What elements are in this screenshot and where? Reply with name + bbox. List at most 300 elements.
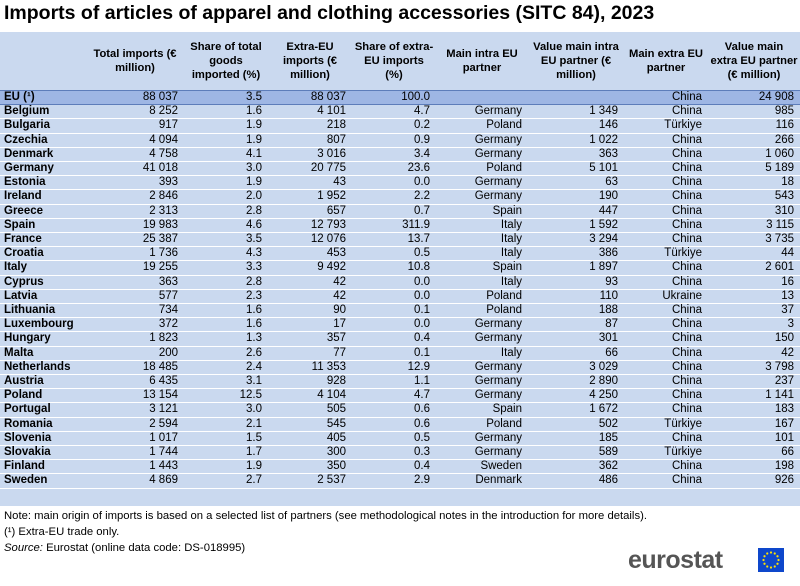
table-row — [0, 247, 800, 261]
cell-main-extra-partner: China — [624, 431, 708, 445]
cell-total-imports: 19 255 — [86, 261, 184, 275]
cell-total-imports: 88 037 — [86, 91, 184, 105]
cell-country: EU (¹) — [0, 91, 86, 105]
cell-value-intra-partner: 386 — [528, 247, 624, 261]
star-icon — [770, 566, 772, 568]
cell-total-imports: 2 846 — [86, 190, 184, 204]
cell-share-total: 3.5 — [184, 91, 268, 105]
cell-country: Hungary — [0, 332, 86, 346]
cell-value-extra-partner: 543 — [708, 190, 800, 204]
cell-country: Ireland — [0, 190, 86, 204]
cell-total-imports: 577 — [86, 289, 184, 303]
cell-total-imports: 1 017 — [86, 431, 184, 445]
cell-value-intra-partner: 4 250 — [528, 389, 624, 403]
cell-main-intra-partner: Spain — [436, 261, 528, 275]
cell-share-total: 2.3 — [184, 289, 268, 303]
cell-main-intra-partner: Germany — [436, 389, 528, 403]
cell-main-extra-partner: China — [624, 204, 708, 218]
cell-main-extra-partner: China — [624, 375, 708, 389]
table-row — [0, 289, 800, 303]
cell-main-intra-partner: Sweden — [436, 460, 528, 474]
cell-value-intra-partner: 146 — [528, 119, 624, 133]
cell-country: Luxembourg — [0, 318, 86, 332]
cell-share-extra-eu: 4.7 — [352, 105, 436, 119]
cell-share-total: 1.3 — [184, 332, 268, 346]
table-row — [0, 318, 800, 332]
cell-main-extra-partner: China — [624, 318, 708, 332]
cell-total-imports: 18 485 — [86, 360, 184, 374]
cell-share-total: 1.9 — [184, 460, 268, 474]
table-row — [0, 233, 800, 247]
cell-extra-eu-imports: 807 — [268, 133, 352, 147]
cell-main-intra-partner: Germany — [436, 176, 528, 190]
table-row — [0, 190, 800, 204]
table-row — [0, 304, 800, 318]
cell-share-extra-eu: 0.5 — [352, 247, 436, 261]
cell-main-extra-partner: Türkiye — [624, 417, 708, 431]
table-row — [0, 375, 800, 389]
cell-value-intra-partner: 363 — [528, 147, 624, 161]
cell-main-extra-partner: China — [624, 275, 708, 289]
cell-country: Cyprus — [0, 275, 86, 289]
cell-extra-eu-imports: 4 101 — [268, 105, 352, 119]
cell-country: Poland — [0, 389, 86, 403]
cell-main-extra-partner: China — [624, 147, 708, 161]
star-icon — [774, 565, 776, 567]
cell-share-total: 4.6 — [184, 218, 268, 232]
table-row — [0, 105, 800, 119]
cell-main-extra-partner: China — [624, 460, 708, 474]
logo-text: eurostat — [628, 546, 723, 574]
cell-share-extra-eu: 0.6 — [352, 403, 436, 417]
header-row — [0, 32, 800, 91]
cell-share-extra-eu: 0.2 — [352, 119, 436, 133]
cell-main-extra-partner: China — [624, 346, 708, 360]
cell-extra-eu-imports: 928 — [268, 375, 352, 389]
cell-total-imports: 8 252 — [86, 105, 184, 119]
cell-share-extra-eu: 1.1 — [352, 375, 436, 389]
cell-value-intra-partner: 1 022 — [528, 133, 624, 147]
cell-extra-eu-imports: 42 — [268, 289, 352, 303]
cell-value-intra-partner — [528, 91, 624, 105]
cell-main-intra-partner: Germany — [436, 431, 528, 445]
header-main-intra-partner: Main intra EU partner — [446, 48, 518, 74]
cell-value-extra-partner: 3 735 — [708, 233, 800, 247]
table-row — [0, 147, 800, 161]
cell-extra-eu-imports: 2 537 — [268, 474, 352, 488]
cell-total-imports: 41 018 — [86, 162, 184, 176]
cell-value-extra-partner: 42 — [708, 346, 800, 360]
cell-extra-eu-imports: 4 104 — [268, 389, 352, 403]
cell-extra-eu-imports: 453 — [268, 247, 352, 261]
cell-country: France — [0, 233, 86, 247]
cell-main-extra-partner: Türkiye — [624, 247, 708, 261]
cell-main-extra-partner: China — [624, 176, 708, 190]
table-row — [0, 460, 800, 474]
cell-share-extra-eu: 0.7 — [352, 204, 436, 218]
cell-share-total: 2.6 — [184, 346, 268, 360]
cell-share-total: 1.5 — [184, 431, 268, 445]
cell-share-extra-eu: 2.2 — [352, 190, 436, 204]
cell-value-intra-partner: 63 — [528, 176, 624, 190]
table-row — [0, 261, 800, 275]
cell-share-extra-eu: 0.0 — [352, 318, 436, 332]
header-value-extra-partner: Value main extra EU partner (€ million) — [710, 41, 798, 81]
cell-country: Romania — [0, 417, 86, 431]
table-row — [0, 218, 800, 232]
cell-share-total: 3.1 — [184, 375, 268, 389]
cell-share-total: 12.5 — [184, 389, 268, 403]
cell-total-imports: 200 — [86, 346, 184, 360]
cell-value-intra-partner: 1 349 — [528, 105, 624, 119]
cell-main-intra-partner: Germany — [436, 332, 528, 346]
table-row — [0, 446, 800, 460]
methodology-note: Note: main origin of imports is based on a selected list of partners (see methodological notes in the introduction for more details). — [4, 510, 647, 522]
cell-share-total: 2.8 — [184, 204, 268, 218]
cell-value-extra-partner: 1 141 — [708, 389, 800, 403]
cell-main-intra-partner: Italy — [436, 346, 528, 360]
star-icon — [763, 555, 765, 557]
cell-share-total: 4.3 — [184, 247, 268, 261]
cell-value-extra-partner: 3 115 — [708, 218, 800, 232]
cell-country: Estonia — [0, 176, 86, 190]
cell-value-extra-partner: 1 060 — [708, 147, 800, 161]
cell-country: Malta — [0, 346, 86, 360]
cell-share-extra-eu: 0.1 — [352, 304, 436, 318]
cell-share-extra-eu: 3.4 — [352, 147, 436, 161]
cell-share-extra-eu: 0.6 — [352, 417, 436, 431]
cell-value-intra-partner: 93 — [528, 275, 624, 289]
cell-share-total: 3.5 — [184, 233, 268, 247]
cell-share-total: 3.3 — [184, 261, 268, 275]
table-row — [0, 332, 800, 346]
cell-share-extra-eu: 0.4 — [352, 460, 436, 474]
cell-value-extra-partner: 18 — [708, 176, 800, 190]
cell-share-extra-eu: 4.7 — [352, 389, 436, 403]
header-extra-eu-imports: Extra-EU imports (€ million) — [282, 41, 338, 81]
imports-table — [0, 32, 800, 489]
cell-total-imports: 372 — [86, 318, 184, 332]
cell-extra-eu-imports: 3 016 — [268, 147, 352, 161]
footnote: (¹) Extra-EU trade only. — [4, 526, 120, 538]
cell-main-extra-partner: China — [624, 133, 708, 147]
star-icon — [766, 552, 768, 554]
cell-share-total: 1.9 — [184, 176, 268, 190]
cell-main-intra-partner: Poland — [436, 289, 528, 303]
table-row — [0, 119, 800, 133]
table-row — [0, 403, 800, 417]
cell-main-extra-partner: China — [624, 389, 708, 403]
cell-extra-eu-imports: 77 — [268, 346, 352, 360]
cell-share-extra-eu: 0.4 — [352, 332, 436, 346]
cell-total-imports: 393 — [86, 176, 184, 190]
cell-extra-eu-imports: 1 952 — [268, 190, 352, 204]
cell-share-total: 1.6 — [184, 105, 268, 119]
notes — [4, 508, 647, 556]
cell-share-total: 2.4 — [184, 360, 268, 374]
cell-share-extra-eu: 0.0 — [352, 289, 436, 303]
cell-main-extra-partner: Ukraine — [624, 289, 708, 303]
cell-value-intra-partner: 110 — [528, 289, 624, 303]
cell-total-imports: 1 736 — [86, 247, 184, 261]
cell-main-extra-partner: China — [624, 261, 708, 275]
star-icon — [776, 555, 778, 557]
cell-value-intra-partner: 447 — [528, 204, 624, 218]
cell-main-extra-partner: China — [624, 91, 708, 105]
star-icon — [776, 563, 778, 565]
cell-extra-eu-imports: 20 775 — [268, 162, 352, 176]
cell-value-extra-partner: 3 798 — [708, 360, 800, 374]
cell-extra-eu-imports: 357 — [268, 332, 352, 346]
cell-extra-eu-imports: 90 — [268, 304, 352, 318]
cell-extra-eu-imports: 218 — [268, 119, 352, 133]
cell-share-extra-eu: 0.0 — [352, 275, 436, 289]
cell-share-total: 3.0 — [184, 403, 268, 417]
cell-main-intra-partner: Germany — [436, 147, 528, 161]
cell-country: Latvia — [0, 289, 86, 303]
table-row — [0, 389, 800, 403]
cell-total-imports: 734 — [86, 304, 184, 318]
cell-share-extra-eu: 10.8 — [352, 261, 436, 275]
cell-share-total: 1.7 — [184, 446, 268, 460]
cell-main-intra-partner — [436, 91, 528, 105]
cell-total-imports: 3 121 — [86, 403, 184, 417]
cell-value-extra-partner: 167 — [708, 417, 800, 431]
cell-value-intra-partner: 1 672 — [528, 403, 624, 417]
table-row — [0, 275, 800, 289]
table-row — [0, 474, 800, 488]
cell-share-extra-eu: 0.0 — [352, 176, 436, 190]
header-country — [0, 32, 86, 91]
cell-extra-eu-imports: 405 — [268, 431, 352, 445]
cell-value-intra-partner: 190 — [528, 190, 624, 204]
cell-value-extra-partner: 116 — [708, 119, 800, 133]
cell-value-intra-partner: 589 — [528, 446, 624, 460]
cell-country: Italy — [0, 261, 86, 275]
cell-main-extra-partner: China — [624, 233, 708, 247]
cell-value-intra-partner: 1 897 — [528, 261, 624, 275]
cell-value-extra-partner: 3 — [708, 318, 800, 332]
header-share-extra-eu: Share of extra-EU imports (%) — [354, 41, 434, 81]
cell-share-extra-eu: 2.9 — [352, 474, 436, 488]
cell-main-extra-partner: Türkiye — [624, 119, 708, 133]
cell-extra-eu-imports: 9 492 — [268, 261, 352, 275]
cell-main-intra-partner: Poland — [436, 304, 528, 318]
cell-value-extra-partner: 2 601 — [708, 261, 800, 275]
cell-main-intra-partner: Germany — [436, 446, 528, 460]
cell-value-intra-partner: 5 101 — [528, 162, 624, 176]
cell-value-extra-partner: 266 — [708, 133, 800, 147]
cell-share-extra-eu: 100.0 — [352, 91, 436, 105]
cell-share-total: 1.6 — [184, 304, 268, 318]
cell-country: Germany — [0, 162, 86, 176]
cell-value-intra-partner: 362 — [528, 460, 624, 474]
cell-main-extra-partner: China — [624, 162, 708, 176]
cell-share-extra-eu: 0.9 — [352, 133, 436, 147]
cell-main-intra-partner: Germany — [436, 190, 528, 204]
cell-extra-eu-imports: 545 — [268, 417, 352, 431]
cell-value-extra-partner: 66 — [708, 446, 800, 460]
cell-total-imports: 1 443 — [86, 460, 184, 474]
cell-main-intra-partner: Germany — [436, 105, 528, 119]
cell-main-intra-partner: Italy — [436, 233, 528, 247]
cell-extra-eu-imports: 43 — [268, 176, 352, 190]
cell-total-imports: 4 869 — [86, 474, 184, 488]
header-total-imports: Total imports (€ million) — [93, 48, 177, 74]
star-icon — [766, 565, 768, 567]
star-icon — [774, 552, 776, 554]
cell-value-extra-partner: 183 — [708, 403, 800, 417]
cell-main-intra-partner: Italy — [436, 275, 528, 289]
cell-value-extra-partner: 37 — [708, 304, 800, 318]
star-icon — [770, 551, 772, 553]
source-line — [4, 540, 647, 556]
cell-total-imports: 19 983 — [86, 218, 184, 232]
cell-country: Austria — [0, 375, 86, 389]
cell-main-intra-partner: Spain — [436, 204, 528, 218]
cell-value-extra-partner: 44 — [708, 247, 800, 261]
cell-extra-eu-imports: 42 — [268, 275, 352, 289]
cell-main-intra-partner: Spain — [436, 403, 528, 417]
cell-share-extra-eu: 0.3 — [352, 446, 436, 460]
cell-country: Netherlands — [0, 360, 86, 374]
cell-country: Belgium — [0, 105, 86, 119]
cell-value-extra-partner: 13 — [708, 289, 800, 303]
cell-main-extra-partner: Türkiye — [624, 446, 708, 460]
cell-value-intra-partner: 3 029 — [528, 360, 624, 374]
cell-value-intra-partner: 3 294 — [528, 233, 624, 247]
table-row — [0, 346, 800, 360]
cell-extra-eu-imports: 88 037 — [268, 91, 352, 105]
cell-share-total: 2.0 — [184, 190, 268, 204]
cell-main-extra-partner: China — [624, 105, 708, 119]
cell-share-extra-eu: 12.9 — [352, 360, 436, 374]
header-main-extra-partner: Main extra EU partner — [629, 48, 703, 74]
cell-main-intra-partner: Germany — [436, 133, 528, 147]
table-row — [0, 417, 800, 431]
cell-country: Spain — [0, 218, 86, 232]
cell-value-extra-partner: 5 189 — [708, 162, 800, 176]
cell-share-total: 2.8 — [184, 275, 268, 289]
cell-country: Sweden — [0, 474, 86, 488]
cell-main-intra-partner: Germany — [436, 375, 528, 389]
cell-value-intra-partner: 1 592 — [528, 218, 624, 232]
cell-share-total: 2.1 — [184, 417, 268, 431]
eu-stars-icon — [758, 548, 784, 572]
header-value-intra-partner: Value main intra EU partner (€ million) — [533, 41, 619, 81]
cell-value-intra-partner: 188 — [528, 304, 624, 318]
cell-main-extra-partner: China — [624, 304, 708, 318]
cell-total-imports: 4 758 — [86, 147, 184, 161]
cell-extra-eu-imports: 350 — [268, 460, 352, 474]
cell-value-intra-partner: 2 890 — [528, 375, 624, 389]
eurostat-logo — [628, 547, 796, 573]
cell-value-extra-partner: 16 — [708, 275, 800, 289]
cell-country: Slovakia — [0, 446, 86, 460]
cell-value-extra-partner: 24 908 — [708, 91, 800, 105]
cell-extra-eu-imports: 12 793 — [268, 218, 352, 232]
cell-total-imports: 2 313 — [86, 204, 184, 218]
cell-share-extra-eu: 23.6 — [352, 162, 436, 176]
cell-value-extra-partner: 198 — [708, 460, 800, 474]
cell-main-intra-partner: Italy — [436, 247, 528, 261]
cell-share-total: 4.1 — [184, 147, 268, 161]
cell-total-imports: 2 594 — [86, 417, 184, 431]
cell-main-intra-partner: Italy — [436, 218, 528, 232]
cell-value-intra-partner: 486 — [528, 474, 624, 488]
cell-total-imports: 363 — [86, 275, 184, 289]
source-text: Eurostat (online data code: DS-018995) — [42, 542, 246, 554]
cell-share-total: 1.9 — [184, 133, 268, 147]
cell-country: Bulgaria — [0, 119, 86, 133]
table-title: Imports of articles of apparel and clothing accessories (SITC 84), 2023 — [4, 2, 655, 24]
cell-value-intra-partner: 502 — [528, 417, 624, 431]
cell-value-extra-partner: 926 — [708, 474, 800, 488]
cell-value-extra-partner: 101 — [708, 431, 800, 445]
cell-share-extra-eu: 0.1 — [352, 346, 436, 360]
cell-share-extra-eu: 0.5 — [352, 431, 436, 445]
cell-total-imports: 6 435 — [86, 375, 184, 389]
cell-share-total: 1.6 — [184, 318, 268, 332]
cell-main-extra-partner: China — [624, 360, 708, 374]
cell-country: Greece — [0, 204, 86, 218]
cell-country: Finland — [0, 460, 86, 474]
cell-extra-eu-imports: 11 353 — [268, 360, 352, 374]
cell-total-imports: 917 — [86, 119, 184, 133]
cell-value-extra-partner: 150 — [708, 332, 800, 346]
cell-main-intra-partner: Poland — [436, 417, 528, 431]
cell-main-intra-partner: Poland — [436, 119, 528, 133]
table-row — [0, 360, 800, 374]
cell-extra-eu-imports: 17 — [268, 318, 352, 332]
header-share-total: Share of total goods imported (%) — [190, 41, 262, 81]
table-row — [0, 162, 800, 176]
cell-value-intra-partner: 87 — [528, 318, 624, 332]
source-label: Source: — [4, 542, 43, 554]
cell-share-extra-eu: 311.9 — [352, 218, 436, 232]
cell-extra-eu-imports: 12 076 — [268, 233, 352, 247]
cell-extra-eu-imports: 505 — [268, 403, 352, 417]
cell-share-total: 1.9 — [184, 119, 268, 133]
cell-share-extra-eu: 13.7 — [352, 233, 436, 247]
cell-main-extra-partner: China — [624, 218, 708, 232]
cell-total-imports: 1 823 — [86, 332, 184, 346]
cell-share-total: 2.7 — [184, 474, 268, 488]
cell-value-intra-partner: 301 — [528, 332, 624, 346]
table-row-eu — [0, 91, 800, 105]
cell-total-imports: 13 154 — [86, 389, 184, 403]
cell-country: Lithuania — [0, 304, 86, 318]
cell-extra-eu-imports: 657 — [268, 204, 352, 218]
eu-flag-icon — [758, 548, 784, 572]
cell-total-imports: 4 094 — [86, 133, 184, 147]
star-icon — [777, 559, 779, 561]
cell-main-intra-partner: Denmark — [436, 474, 528, 488]
table-row — [0, 204, 800, 218]
star-icon — [763, 563, 765, 565]
cell-value-extra-partner: 237 — [708, 375, 800, 389]
cell-value-intra-partner: 185 — [528, 431, 624, 445]
cell-main-intra-partner: Poland — [436, 162, 528, 176]
cell-country: Portugal — [0, 403, 86, 417]
cell-extra-eu-imports: 300 — [268, 446, 352, 460]
cell-value-extra-partner: 985 — [708, 105, 800, 119]
cell-value-intra-partner: 66 — [528, 346, 624, 360]
cell-share-total: 3.0 — [184, 162, 268, 176]
cell-main-extra-partner: China — [624, 190, 708, 204]
cell-country: Czechia — [0, 133, 86, 147]
star-icon — [762, 559, 764, 561]
